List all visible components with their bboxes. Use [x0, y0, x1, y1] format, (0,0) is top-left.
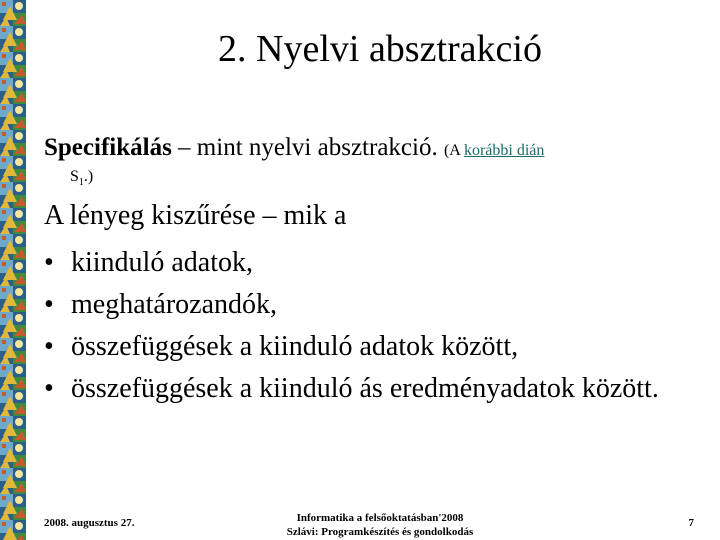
- list-item: [44, 326, 684, 368]
- bullet-icon: •: [44, 331, 54, 362]
- footer-author-title: Szlávi: Programkészítés és gondolkodás: [286, 526, 474, 538]
- spec-reference-continuation: [70, 167, 93, 193]
- spec-text: – mint nyelvi absztrakció.: [171, 134, 444, 161]
- list-item-text: meghatározandók,: [71, 289, 278, 320]
- list-item: [44, 242, 684, 284]
- list-item: [44, 368, 684, 410]
- spec-cont-prefix: S: [70, 168, 79, 185]
- footer-center: [240, 511, 520, 539]
- decorative-image-strip: [0, 0, 26, 540]
- spec-cont-subscript: 1: [78, 177, 84, 189]
- specification-line: [44, 133, 694, 166]
- list-item: [44, 284, 684, 326]
- footer-date: 2008. augusztus 27.: [44, 517, 135, 529]
- mosaic-pattern-icon: [0, 0, 26, 540]
- list-item-text: összefüggések a kiinduló ás eredményadatok között.: [71, 373, 659, 404]
- bullet-icon: •: [44, 289, 54, 320]
- bullet-list: [44, 242, 684, 410]
- essence-heading: A lényeg kiszűrése – mik a: [44, 200, 347, 231]
- spec-paren-open: (A: [443, 142, 464, 159]
- list-item-text: kiinduló adatok,: [71, 247, 253, 278]
- page-number: 7: [688, 517, 694, 529]
- list-item-text: összefüggések a kiinduló adatok között,: [71, 331, 519, 362]
- spec-cont-suffix: .): [83, 168, 94, 185]
- bullet-icon: •: [44, 373, 54, 404]
- bullet-icon: •: [44, 247, 54, 278]
- spec-bold-term: Specifikálás: [44, 134, 172, 161]
- footer-conference: Informatika a felsőoktatásban'2008: [296, 512, 464, 524]
- earlier-slide-link[interactable]: korábbi dián: [463, 142, 545, 159]
- slide-title: 2. Nyelvi absztrakció: [218, 28, 542, 70]
